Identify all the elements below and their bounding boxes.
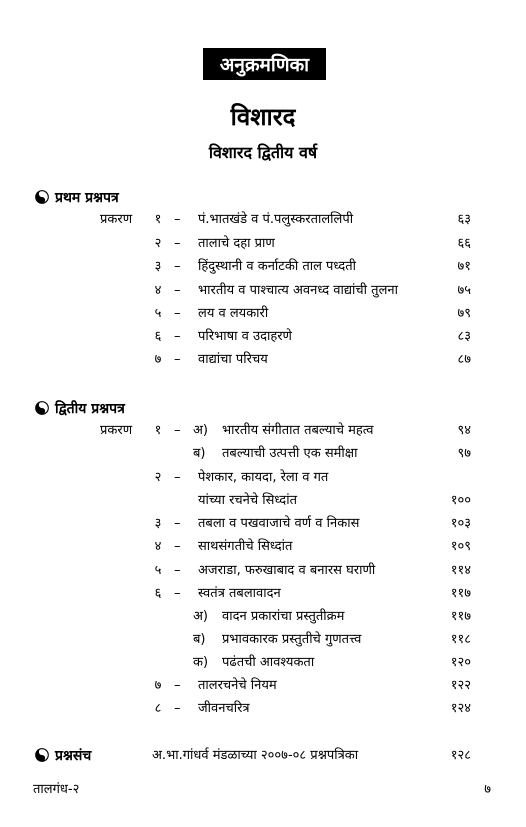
sub-item-marker: अ)	[193, 609, 209, 624]
page-heading: विशारद	[230, 103, 296, 131]
toc-row	[0, 675, 526, 697]
chapter-number: ७	[154, 678, 162, 693]
chapter-number: ६	[154, 329, 162, 344]
page-number: ६३	[457, 212, 471, 227]
chapter-number: २	[154, 470, 162, 485]
chapter-title: यांच्या रचनेचे सिध्दांत	[198, 493, 297, 508]
page-number: ८३	[457, 329, 471, 344]
section-3-row	[0, 745, 526, 767]
chapter-title: भारतीय संगीतात तबल्याचे महत्व	[222, 423, 374, 438]
toc-row	[0, 280, 526, 302]
page-number: ७१	[457, 259, 471, 274]
index-title: अनुक्रमणिका	[203, 48, 326, 80]
dash-separator: –	[174, 678, 181, 693]
page-number: ११७	[450, 586, 471, 601]
chapter-title: परिभाषा व उदाहरणे	[198, 329, 292, 344]
chapter-title: पढंतची आवश्यकता	[222, 655, 315, 670]
dash-separator: –	[174, 283, 181, 298]
sub-item-marker: अ)	[193, 423, 209, 438]
chapter-number: ८	[154, 701, 162, 716]
toc-row	[0, 490, 526, 512]
yin-yang-icon	[35, 401, 49, 415]
chapter-title: पेशकार, कायदा, रेला व गत	[198, 470, 329, 485]
chapter-title: साथसंगतीचे सिध्दांत	[198, 539, 293, 554]
chapter-title: प्रभावकारक प्रस्तुतीचे गुणतत्त्व	[222, 632, 362, 647]
dash-separator: –	[174, 236, 181, 251]
page-number: ११८	[450, 632, 471, 647]
toc-row	[0, 629, 526, 651]
toc-row	[0, 443, 526, 465]
toc-row	[0, 349, 526, 371]
page-number: ८७	[457, 352, 471, 367]
chapter-title: हिंदुस्थानी व कर्नाटकी ताल पध्दती	[198, 259, 356, 274]
footer-page-number: ७	[484, 782, 491, 797]
toc-row	[0, 536, 526, 558]
sub-item-marker: क)	[193, 655, 209, 670]
sub-item-marker: ब)	[193, 446, 206, 461]
dash-separator: –	[174, 563, 181, 578]
section-2-header	[35, 398, 125, 420]
chapter-number: ५	[154, 306, 162, 321]
chapter-title: तालरचनेचे नियम	[198, 678, 277, 693]
toc-row	[0, 583, 526, 605]
chapter-number: २	[154, 236, 162, 251]
chapter-title: अजराडा, फरुखाबाद व बनारस घराणी	[198, 563, 376, 578]
toc-row	[0, 698, 526, 720]
chapter-number: ३	[154, 259, 162, 274]
section-2-label: द्वितीय प्रश्नपत्र	[55, 401, 125, 417]
page-subheading: विशारद द्वितीय वर्ष	[208, 143, 318, 162]
dash-separator: –	[174, 701, 181, 716]
dash-separator: –	[174, 516, 181, 531]
chapter-title: तालाचे दहा प्राण	[198, 236, 275, 251]
chapter-number: ४	[154, 539, 162, 554]
page-number: ६६	[457, 236, 471, 251]
page-number: १२४	[450, 701, 471, 716]
page-number: १०९	[450, 539, 471, 554]
toc-row	[0, 209, 526, 231]
page-number: ९७	[457, 446, 471, 461]
chapter-title: वादन प्रकारांचा प्रस्तुतीक्रम	[222, 609, 345, 624]
dash-separator: –	[174, 329, 181, 344]
section-3-text: अ.भा.गांधर्व मंडळाच्या २००७-०८ प्रश्नपत्रिका	[152, 748, 359, 763]
dash-separator: –	[174, 352, 181, 367]
footer-book-title: तालगंध-२	[33, 782, 80, 797]
dash-separator: –	[174, 470, 181, 485]
toc-row	[0, 326, 526, 348]
toc-row	[0, 467, 526, 489]
page-number: १००	[450, 493, 471, 508]
section-3-header	[35, 745, 92, 767]
chapter-title: स्वतंत्र तबलावादन	[198, 586, 281, 601]
chapter-title: लय व लयकारी	[198, 306, 269, 321]
chapter-title: वाद्यांचा परिचय	[198, 352, 268, 367]
toc-row	[0, 606, 526, 628]
dash-separator: –	[174, 306, 181, 321]
page-number: ७९	[457, 306, 471, 321]
dash-separator: –	[174, 586, 181, 601]
toc-row	[0, 233, 526, 255]
dash-separator: –	[174, 212, 181, 227]
dash-separator: –	[174, 539, 181, 554]
toc-row	[0, 513, 526, 535]
dash-separator: –	[174, 423, 181, 438]
chapter-number: ५	[154, 563, 162, 578]
sub-item-marker: ब)	[193, 632, 206, 647]
section-3-label: प्रश्नसंच	[55, 748, 92, 764]
section-1-header	[35, 187, 119, 209]
yin-yang-icon	[35, 190, 49, 204]
chapter-prefix: प्रकरण	[100, 423, 133, 438]
chapter-prefix: प्रकरण	[100, 212, 133, 227]
toc-row	[0, 256, 526, 278]
chapter-title: तबल्याची उत्पत्ती एक समीक्षा	[222, 446, 358, 461]
page-number: ९४	[457, 423, 471, 438]
page-number: ७५	[457, 283, 471, 298]
toc-row	[0, 303, 526, 325]
chapter-title: पं.भातखंडे व पं.पलुस्करताललिपी	[198, 212, 354, 227]
chapter-title: तबला व पखवाजाचे वर्ण व निकास	[198, 516, 360, 531]
section-3-page: १२८	[450, 748, 471, 763]
chapter-number: ३	[154, 516, 162, 531]
toc-row	[0, 652, 526, 674]
chapter-number: ७	[154, 352, 162, 367]
page-number: १२०	[450, 655, 471, 670]
chapter-title: जीवनचरित्र	[198, 701, 250, 716]
page-number: ११७	[450, 609, 471, 624]
page-number: १०३	[450, 516, 471, 531]
section-1-label: प्रथम प्रश्नपत्र	[55, 190, 119, 206]
chapter-number: १	[154, 212, 162, 227]
dash-separator: –	[174, 259, 181, 274]
toc-row	[0, 420, 526, 442]
chapter-number: ४	[154, 283, 162, 298]
page-number: ११४	[450, 563, 471, 578]
chapter-number: ६	[154, 586, 162, 601]
page-number: १२२	[450, 678, 471, 693]
toc-row	[0, 560, 526, 582]
chapter-number: १	[154, 423, 162, 438]
chapter-title: भारतीय व पाश्चात्य अवनध्द वाद्यांची तुलना	[198, 283, 398, 298]
yin-yang-icon	[35, 748, 49, 762]
